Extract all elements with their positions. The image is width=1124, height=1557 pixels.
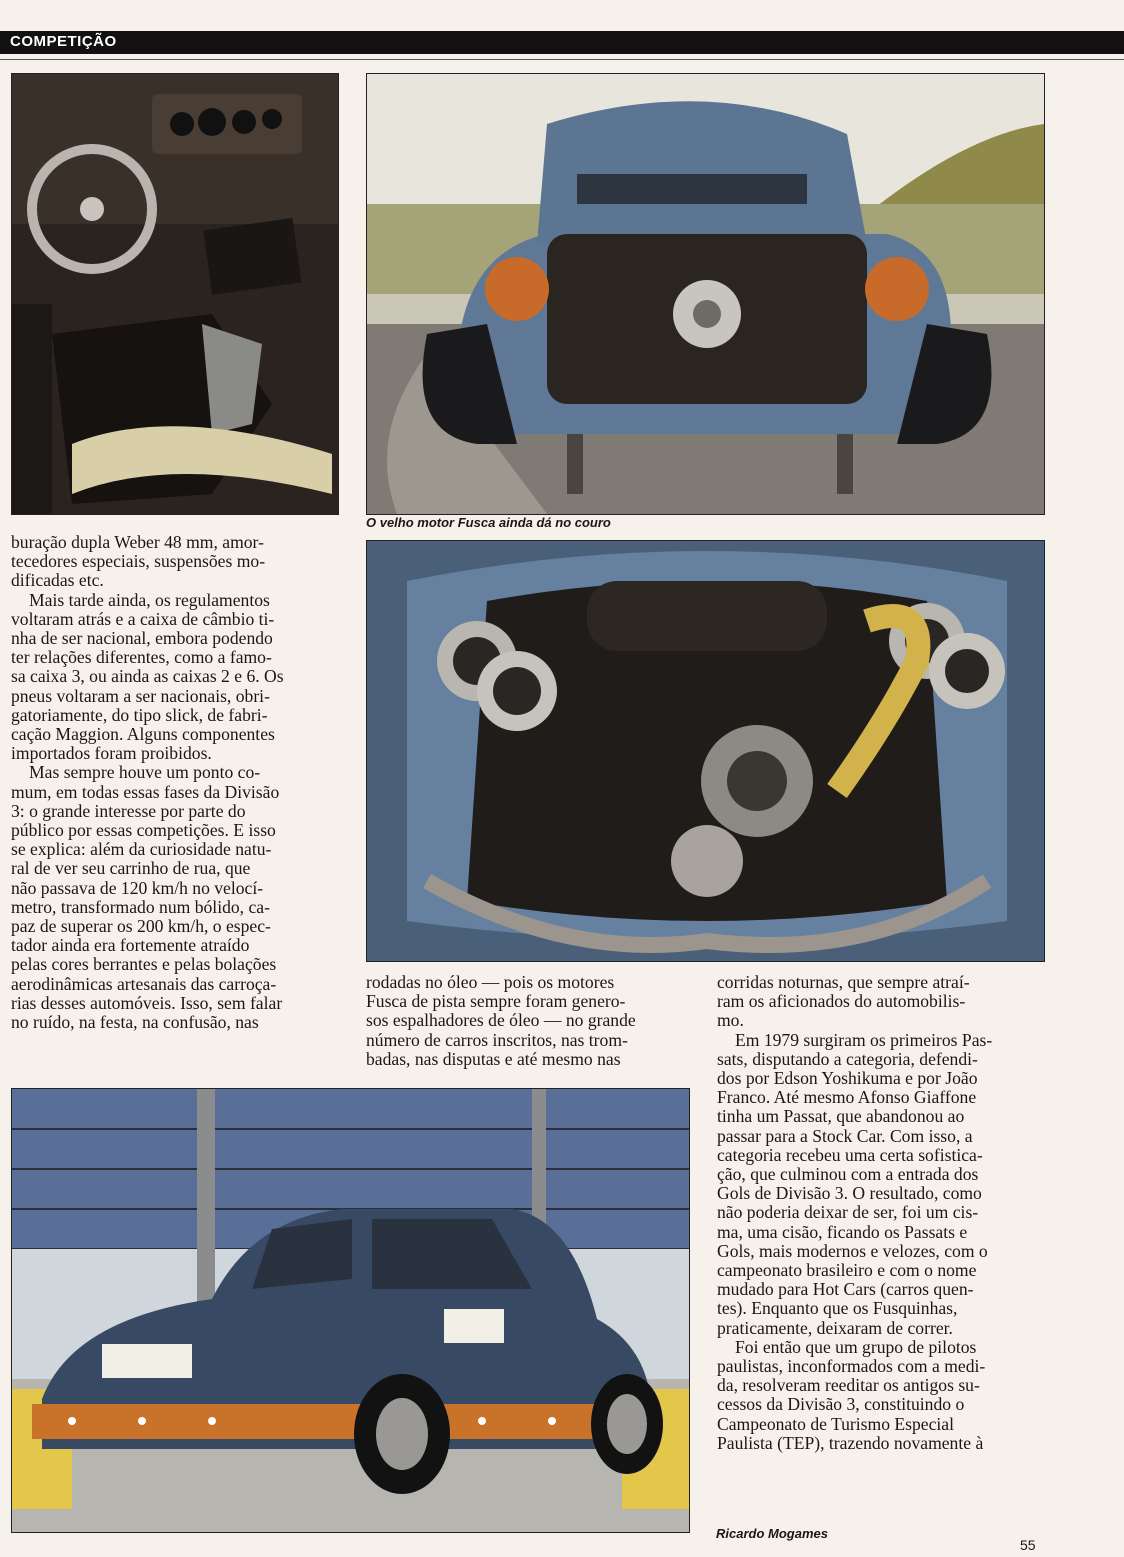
text-line: Gols de Divisão 3. O resultado, como <box>717 1183 982 1204</box>
text-line: número de carros inscritos, nas trom- <box>366 1029 628 1050</box>
text-line: pneus voltaram a ser nacionais, obri- <box>11 685 270 706</box>
text-line: da, resolveram reeditar os antigos su- <box>717 1375 980 1396</box>
text-line: tador ainda era fortemente atraído <box>11 935 250 956</box>
text-line: ção, que culminou com a entrada dos <box>717 1164 979 1185</box>
text-line: Mas sempre houve um ponto co- <box>29 762 261 783</box>
text-line: paz de superar os 200 km/h, o espec- <box>11 916 271 937</box>
text-line: tinha um Passat, que abandonou ao <box>717 1106 965 1127</box>
text-line: ma, uma cisão, ficando os Passats e <box>717 1221 968 1242</box>
text-line: ter relações diferentes, como a famo- <box>11 647 272 668</box>
text-line: nha de ser nacional, embora podendo <box>11 628 273 649</box>
text-column-3 <box>717 973 1043 1453</box>
text-line: campeonato brasileiro e com o nome <box>717 1260 977 1281</box>
page-number: 55 <box>1020 1537 1036 1553</box>
text-column-2 <box>366 973 692 1069</box>
text-line: sa caixa 3, ou ainda as caixas 2 e 6. Os <box>11 666 284 687</box>
header-rule <box>0 59 1124 60</box>
text-line: cessos da Divisão 3, constituindo o <box>717 1394 965 1415</box>
cockpit-photo <box>11 73 339 515</box>
text-line: dos por Edson Yoshikuma e por João <box>717 1068 978 1089</box>
text-line: importados foram proibidos. <box>11 743 212 764</box>
text-line: praticamente, deixaram de correr. <box>717 1317 953 1338</box>
text-line: pelas cores berrantes e pelas bolações <box>11 954 277 975</box>
engine-rear-photo <box>366 73 1045 515</box>
text-line: metro, transformado num bólido, ca- <box>11 896 270 917</box>
text-line: Gols, mais modernos e velozes, com o <box>717 1240 988 1261</box>
text-line: Campeonato de Turismo Especial <box>717 1413 954 1434</box>
text-line: tes). Enquanto que os Fusquinhas, <box>717 1298 958 1319</box>
text-line: passar para a Stock Car. Com isso, a <box>717 1125 973 1146</box>
text-line: gatoriamente, do tipo slick, de fabri- <box>11 704 268 725</box>
text-line: badas, nas disputas e até mesmo nas <box>366 1048 621 1069</box>
text-line: corridas noturnas, que sempre atraí- <box>717 972 970 992</box>
text-line: rodadas no óleo — pois os motores <box>366 972 615 992</box>
text-line: aerodinâmicas artesanais das carroça- <box>11 973 277 994</box>
text-line: ram os aficionados do automobilis- <box>717 991 966 1012</box>
text-line: categoria recebeu uma certa sofistica- <box>717 1144 983 1165</box>
text-line: Fusca de pista sempre foram genero- <box>366 991 626 1012</box>
text-line: sats, disputando a categoria, defendi- <box>717 1048 978 1069</box>
text-line: buração dupla Weber 48 mm, amor- <box>11 532 264 552</box>
section-header-bar <box>0 31 1124 54</box>
text-line: paulistas, inconformados com a medi- <box>717 1356 986 1377</box>
text-line: Foi então que um grupo de pilotos <box>735 1336 977 1357</box>
text-line: mudado para Hot Cars (carros quen- <box>717 1279 974 1300</box>
text-line: tecedores especiais, suspensões mo- <box>11 551 266 572</box>
text-line: rias desses automóveis. Isso, sem falar <box>11 992 283 1013</box>
text-line: dificadas etc. <box>11 570 104 591</box>
text-line: voltaram atrás e a caixa de câmbio ti- <box>11 608 275 629</box>
text-line: mo. <box>717 1010 744 1031</box>
text-line: no ruído, na festa, na confusão, nas <box>11 1012 259 1033</box>
text-line: sos espalhadores de óleo — no grande <box>366 1010 636 1031</box>
engine-closeup-photo <box>366 540 1045 962</box>
author-byline: Ricardo Mogames <box>716 1526 828 1541</box>
text-line: se explica: além da curiosidade natu- <box>11 839 272 860</box>
text-column-1 <box>11 533 337 1032</box>
text-line: 3: o grande interesse por parte do <box>11 800 246 821</box>
engine-photo-caption: O velho motor Fusca ainda dá no couro <box>366 515 611 530</box>
text-line: não poderia deixar de ser, foi um cis- <box>717 1202 979 1223</box>
text-line: Paulista (TEP), trazendo novamente à <box>717 1432 984 1453</box>
text-line: Mais tarde ainda, os regulamentos <box>29 589 270 610</box>
race-car-photo <box>11 1088 690 1533</box>
text-line: Franco. Até mesmo Afonso Giaffone <box>717 1087 977 1108</box>
text-line: público por essas competições. E isso <box>11 820 276 841</box>
text-line: ral de ver seu carrinho de rua, que <box>11 858 251 879</box>
section-label: COMPETIÇÃO <box>10 33 117 50</box>
text-line: não passava de 120 km/h no velocí- <box>11 877 264 898</box>
text-line: mum, em todas essas fases da Divisão <box>11 781 280 802</box>
text-line: cação Maggion. Alguns componentes <box>11 724 275 745</box>
text-line: Em 1979 surgiram os primeiros Pas- <box>735 1029 993 1050</box>
